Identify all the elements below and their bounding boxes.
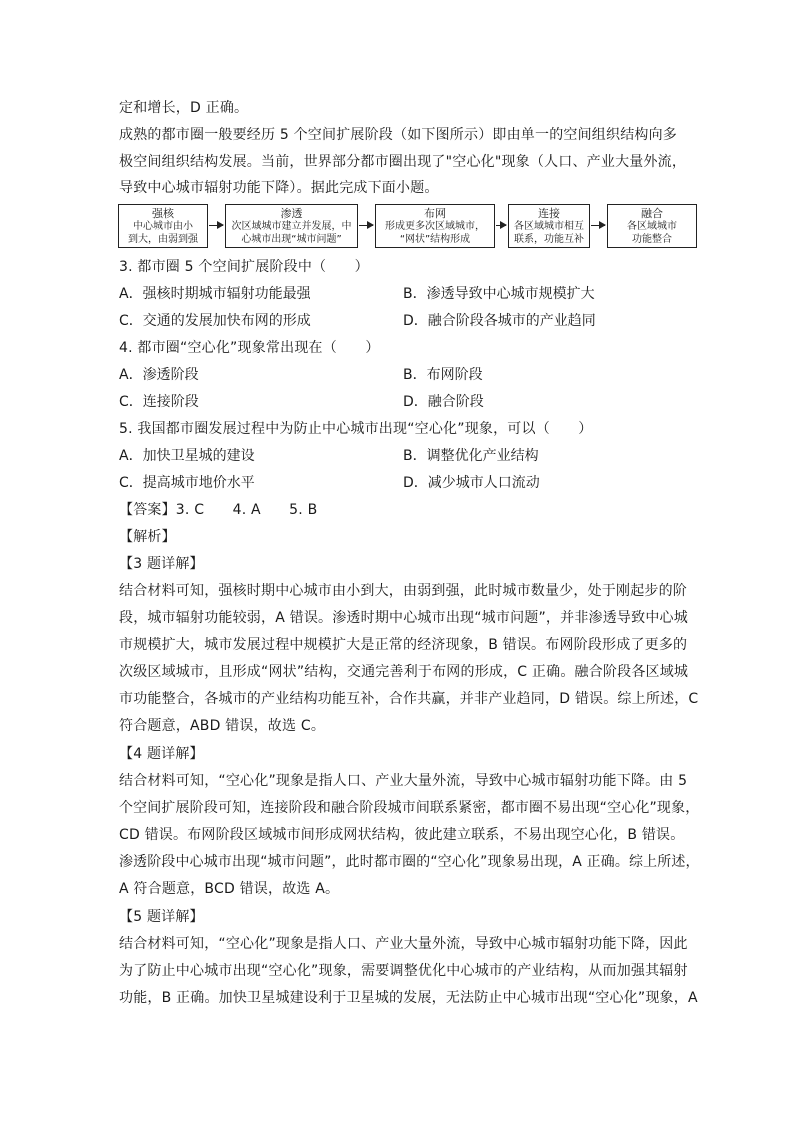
intro-line: 成熟的都市圈一般要经历 5 个空间扩展阶段（如下图所示）即由单一的空间组织结构向多 <box>119 127 678 143</box>
option-b: B．布网阶段 <box>403 367 483 383</box>
detail-heading: 【4 题详解】 <box>119 746 204 762</box>
flow-box-text: 形成更多次区域城市， <box>385 220 485 232</box>
flow-box-text: 心城市出现“城市问题” <box>241 233 342 245</box>
option-a: A．渗透阶段 <box>119 367 199 383</box>
flow-box-text: 联系，功能互补 <box>514 233 584 245</box>
option-b: B．调整优化产业结构 <box>403 448 539 464</box>
question-stem: 4. 都市圈“空心化”现象常出现在（ ） <box>119 340 380 356</box>
flow-box-title: 连接 <box>538 206 560 220</box>
flow-box-text: 各区域城市 <box>627 220 677 232</box>
flow-box-penetration <box>225 204 358 248</box>
option-d: D．减少城市人口流动 <box>403 475 540 491</box>
detail-heading: 【3 题详解】 <box>119 556 204 572</box>
flow-box-title: 渗透 <box>280 206 303 220</box>
detail-paragraph: A 符合题意，BCD 错误，故选 A。 <box>119 881 340 897</box>
question-stem: 5. 我国都市圈发展过程中为防止中心城市出现“空心化”现象，可以（ ） <box>119 421 593 437</box>
detail-heading: 【5 题详解】 <box>119 909 204 925</box>
detail-paragraph: 渗透阶段中心城市出现“城市问题”，此时都市圈的“空心化”现象易出现，A 正确。综上所述， <box>119 854 700 870</box>
flow-arrow <box>591 225 605 226</box>
detail-paragraph: 段，城市辐射功能较弱，A 错误。渗透时期中心城市出现“城市问题”，并非渗透导致中心城 <box>119 610 688 626</box>
option-a: A．强核时期城市辐射功能最强 <box>119 286 311 302</box>
detail-paragraph: 市功能整合，各城市的产业结构功能互补，合作共赢，并非产业趋同，D 错误。综上所述，C <box>119 691 699 707</box>
flow-box-text: 到大，由弱到强 <box>128 233 198 245</box>
flow-arrow <box>209 225 223 226</box>
flow-box-text: 中心城市由小 <box>133 220 193 232</box>
detail-paragraph: 符合题意，ABD 错误，故选 C。 <box>119 718 326 734</box>
detail-paragraph: 结合材料可知，“空心化”现象是指人口、产业大量外流，导致中心城市辐射功能下降，因此 <box>119 936 688 952</box>
flow-box-text: 功能整合 <box>632 233 672 245</box>
flow-arrow <box>359 225 373 226</box>
option-a: A．加快卫星城的建设 <box>119 448 255 464</box>
flow-box-text: “网状”结构形成 <box>399 233 471 245</box>
analysis-heading: 【解析】 <box>119 529 176 545</box>
flow-arrow <box>496 225 506 226</box>
flow-box-title: 融合 <box>641 206 663 220</box>
option-c: C．连接阶段 <box>119 394 199 410</box>
flow-box-fusion <box>607 204 697 248</box>
flow-box-title: 布网 <box>424 206 446 220</box>
answer-line: 【答案】3. C 4. A 5. B <box>119 502 318 518</box>
intro-line: 定和增长，D 正确。 <box>119 100 249 116</box>
detail-paragraph: CD 错误。布网阶段区域城市间形成网状结构，彼此建立联系，不易出现空心化，B 错误。 <box>119 827 685 843</box>
intro-line: 导致中心城市辐射功能下降）。据此完成下面小题。 <box>119 180 439 196</box>
option-d: D．融合阶段各城市的产业趋同 <box>403 313 596 329</box>
intro-line: 极空间组织结构发展。当前，世界部分都市圈出现了"空心化"现象（人口、产业大量外流， <box>119 154 687 170</box>
flow-box-strong-core <box>118 204 208 248</box>
detail-paragraph: 结合材料可知，强核时期中心城市由小到大，由弱到强，此时城市数量少，处于刚起步的阶 <box>119 583 687 599</box>
detail-paragraph: 次级区域城市，且形成“网状”结构，交通完善利于布网的形成，C 正确。融合阶段各区域城 <box>119 664 689 680</box>
option-d: D．融合阶段 <box>403 394 484 410</box>
detail-paragraph: 为了防止中心城市出现“空心化”现象，需要调整优化中心城市的产业结构，从而加强其辐射 <box>119 963 688 979</box>
question-stem: 3. 都市圈 5 个空间扩展阶段中（ ） <box>119 259 369 275</box>
detail-paragraph: 功能，B 正确。加快卫星城建设利于卫星城的发展，无法防止中心城市出现“空心化”现象，A <box>119 990 698 1006</box>
flow-box-title: 强核 <box>152 206 174 220</box>
flow-box-connection <box>508 204 590 248</box>
stage-flowchart <box>118 204 698 250</box>
flow-box-text: 各区域城市相互 <box>514 220 584 232</box>
option-b: B．渗透导致中心城市规模扩大 <box>403 286 595 302</box>
option-c: C．提高城市地价水平 <box>119 475 255 491</box>
option-c: C．交通的发展加快布网的形成 <box>119 313 311 329</box>
flow-box-text: 次区域城市建立并发展，中 <box>231 220 352 232</box>
detail-paragraph: 市规模扩大，城市发展过程中规模扩大是正常的经济现象，B 错误。布网阶段形成了更多的 <box>119 637 688 653</box>
flow-box-network <box>375 204 495 248</box>
detail-paragraph: 个空间扩展阶段可知，连接阶段和融合阶段城市间联系紧密，都市圈不易出现“空心化”现象， <box>119 800 700 816</box>
detail-paragraph: 结合材料可知，“空心化”现象是指人口、产业大量外流，导致中心城市辐射功能下降。由 5 <box>119 773 688 789</box>
